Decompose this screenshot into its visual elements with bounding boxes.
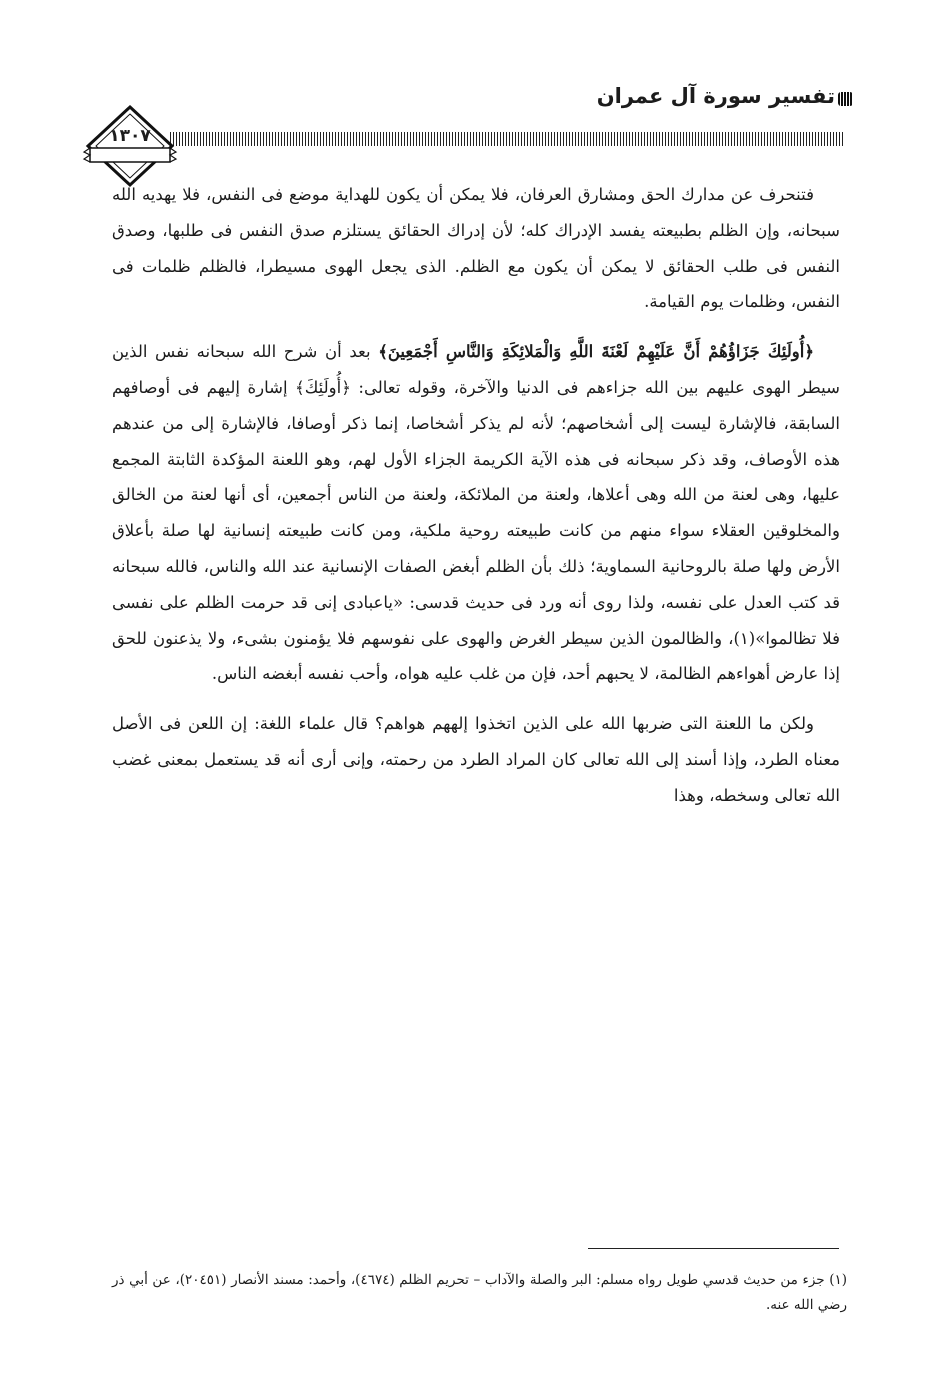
footnote-divider [588,1248,839,1249]
main-text [112,177,840,814]
paragraph-text: بعد أن شرح الله سبحانه نفس الذين سيطر الهوى عليهم بين الله جزاءهم فى الدنيا والآخرة، وقوله تعالى: ﴿أُولَئِكَ﴾ إشارة إليهم فى أوصافهم السابقة، فالإشارة ليست إلى أشخاصهم؛ لأنه لم يذكر أشخاصا، إنما ذكر أوصافا، فالإشارة إلى من عندهم هذه الأوصاف، وقد ذكر سبحانه فى هذه الآية الكريمة الجزاء الأول لهم، وهو اللعنة المؤكدة الثابتة المجمع عليها، وهى لعنة من الله وهى أعلاها، ولعنة من الملائكة، ولعنة من الناس أجمعين، أى أنها لعنة من الخالق والمخلوقين العقلاء سواء منهم من كانت طبيعته روحية ملكية، ومن كانت طبيعته إنسانية لها صلة بأعلاق الأرض ولها صلة بالروحانية السماوية؛ ذلك بأن الظلم أبغض الصفات الإنسانية عند الله والناس، فالله سبحانه قد كتب العدل على نفسه، ولذا روى أنه ورد فى حديث قدسى: «ياعبادى إنى قد حرمت الظلم على نفسى فلا تظالموا»(١)، والظالمون الذين سيطر الغرض والهوى على نفوسهم فلا يؤمنون بشىء، ولا يذعنون للحق إذا عارض أهواءهم الظالمة، لا يحبهم أحد، فإن من غلب عليه هواه، وأحب نفسه أبغضه الناس. [112,342,840,684]
paragraph [112,334,840,692]
paragraph [112,706,840,813]
paragraph-text: فتنحرف عن مدارك الحق ومشارق العرفان، فلا يمكن أن يكون للهداية موضع فى النفس، فلا يهديه الله سبحانه، وإن الظلم بطبيعته يفسد الإدراك كله؛ لأن إدراك الحقائق يستلزم صدق النفس فى طلبها، وصدق النفس فى طلب الحقائق لا يمكن أن يكون مع الظلم. الذى يجعل الهوى مسيطرا، فالظلم ظلمات فى النفس، وظلمات يوم القيامة. [112,185,840,312]
header-rule [170,132,843,146]
header-ornament-icon [838,92,853,106]
quran-verse: ﴿أُولَئِكَ جَزَاؤُهُمْ أَنَّ عَلَيْهِمْ لَعْنَةَ اللَّهِ وَالْمَلائِكَةِ وَالنَّاسِ أَجْمَعِينَ﴾ [378,342,815,362]
footnote: (١) جزء من حديث قدسي طويل رواه مسلم: البر والصلة والآداب – تحريم الظلم (٤٦٧٤)، وأحمد: مسند الأنصار (٢٠٤٥١)، عن أبي ذر رضي الله عنه. [112,1272,848,1313]
page-number: ١٣٠٧ [109,126,151,146]
paragraph [112,177,840,320]
running-header-title: تفسير سورة آل عمران [596,84,835,108]
paragraph-text: ولكن ما اللعنة التى ضربها الله على الذين اتخذوا إلههم هواهم؟ قال علماء اللغة: إن اللعن فى الأصل معناه الطرد، وإذا أسند إلى الله تعالى كان المراد الطرد من رحمته، وإنى أرى أنه قد يستعمل بمعنى غضب الله تعالى وسخطه، وهذا [112,714,840,805]
page-number-badge [82,104,178,188]
diamond-ornament-icon [82,104,178,188]
